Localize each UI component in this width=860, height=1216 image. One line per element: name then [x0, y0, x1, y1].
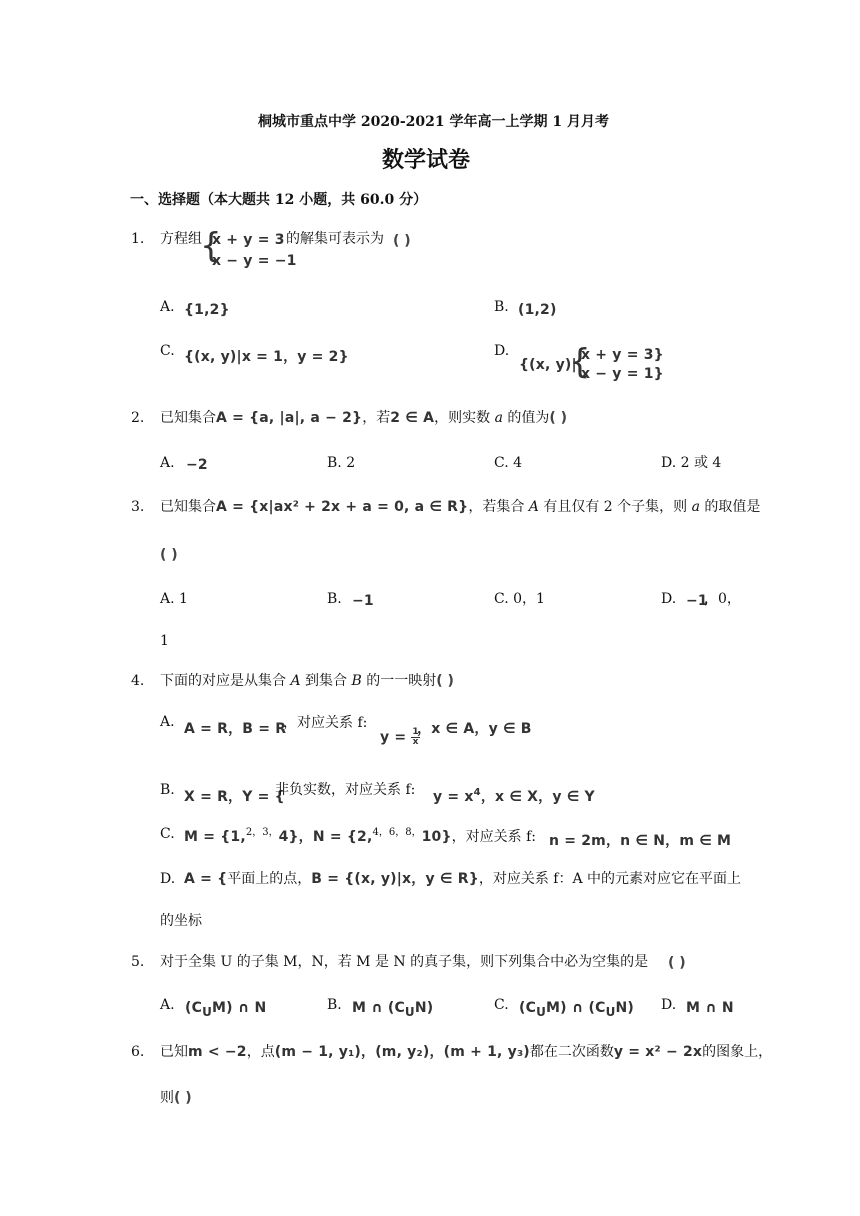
stem-text: 则 [160, 1090, 174, 1106]
stem-text: 到集合 [300, 673, 352, 689]
option-letter: B. [494, 299, 509, 315]
stem-text: 都在二次函数 [529, 1044, 614, 1060]
option-c: C. 4 [494, 455, 523, 471]
left-brace: { [569, 342, 591, 382]
question-stem [160, 498, 760, 516]
formula-lhs: y = [380, 729, 412, 746]
option-d-wrap: 的坐标 [160, 913, 202, 929]
option-c-expression [184, 828, 536, 848]
answer-paren: ( ) [668, 955, 686, 971]
stem-text: 已知集合 [160, 410, 216, 426]
question-number: 4. [131, 673, 145, 689]
option-b-math: −1 [352, 593, 374, 609]
stem-text: 有且仅有 2 个子集，则 [538, 499, 692, 515]
option-a-math: {1,2} [184, 302, 230, 318]
subscript: U [536, 1004, 547, 1019]
option-c-math [519, 1000, 634, 1019]
stem-text: 下面的对应是从集合 [160, 673, 291, 689]
option-d-tail: ，0， [704, 591, 741, 607]
option-b: B. 2 [327, 455, 356, 471]
question-stem [160, 1043, 772, 1061]
option-b-math: (1,2) [518, 302, 557, 318]
option-c-text: ，对应关系 f: [451, 829, 537, 845]
question-stem: 方程组 [160, 231, 202, 247]
variable: a [691, 499, 700, 515]
equation-system-line: x − y = 1} [581, 366, 664, 382]
stem-text: 已知 [160, 1044, 188, 1060]
question-stem: 对于全集 U 的子集 M，N，若 M 是 N 的真子集，则下列集合中必为空集的是 [160, 954, 649, 970]
stem-text: 的图象上， [702, 1044, 773, 1060]
option-d-text: ，对应关系 f：A 中的元素对应它在平面上 [478, 871, 742, 887]
option-c-formula: n = 2m，n ∈ N，m ∈ M [549, 833, 732, 849]
left-brace: { [200, 226, 222, 266]
option-d-expression [184, 870, 741, 888]
question-stem [160, 409, 567, 427]
set-expression: A = {a, |a|, a − 2} [216, 410, 363, 426]
fraction-numerator: 1 [412, 727, 419, 737]
option-a-formula [380, 728, 420, 747]
option-letter: B. [327, 997, 342, 1013]
equation-system-line: x + y = 3 [212, 232, 285, 248]
subscript: U [605, 1004, 616, 1019]
subscript: U [202, 1004, 213, 1019]
formula-base: y = x [433, 789, 474, 805]
option-d-text: 平面上的点， [227, 871, 312, 887]
exam-subject-title: 数学试卷 [382, 147, 471, 173]
option-letter: A. [160, 455, 175, 471]
option-a-tail: ，x ∈ A，y ∈ B [417, 721, 532, 737]
inequality-expression: m < −2 [188, 1044, 247, 1060]
set-expression: A = {x|ax² + 2x + a = 0, a ∈ R} [216, 499, 469, 515]
subscript: U [404, 1004, 415, 1019]
variable: a [494, 410, 503, 426]
math-part: M) ∩ (C [546, 1000, 606, 1016]
option-d: D. 2 或 4 [661, 455, 722, 471]
variable: B [351, 673, 362, 689]
equation-system-line: x − y = −1 [212, 253, 297, 269]
option-letter: B. [160, 782, 175, 798]
math-part: (C [185, 1000, 203, 1016]
option-b-math: X = R，Y = { [184, 789, 285, 805]
option-letter: D. [494, 343, 510, 359]
option-letter: C. [160, 343, 175, 359]
stem-text: ，点 [246, 1044, 275, 1060]
question-stem-wrap [160, 1089, 192, 1107]
question-stem [160, 672, 454, 690]
set-expression: 10} [421, 829, 452, 845]
stem-text: 的值为 [502, 410, 550, 426]
set-expression: B = {(x, y)|x，y ∈ R} [311, 871, 479, 887]
variable: A [290, 673, 301, 689]
question-stem-tail: 的解集可表示为 [286, 231, 384, 247]
membership-expression: 2 ∈ A [390, 410, 435, 426]
option-d-math: {(x, y)| [519, 357, 577, 373]
exponent: 4 [473, 787, 481, 798]
points-expression: (m − 1, y₁)，(m, y₂)，(m + 1, y₃) [274, 1044, 530, 1060]
stem-text: 的一一映射 [361, 673, 437, 689]
set-expression: M = {1, [184, 829, 246, 845]
question-number: 3. [131, 499, 145, 515]
answer-paren: ( ) [174, 1090, 192, 1106]
stem-text: ，若集合 [468, 499, 529, 515]
function-expression: y = x² − 2x [613, 1044, 703, 1060]
fraction-denominator: x [412, 737, 419, 747]
stem-text: ，则实数 [434, 410, 495, 426]
option-a-math [185, 1000, 266, 1019]
set-elements: 2，3， [245, 827, 279, 838]
math-part: M ∩ (C [352, 1000, 405, 1016]
option-b-math [352, 1000, 433, 1019]
option-letter: B. [327, 591, 342, 607]
option-d-wrap: 1 [160, 633, 169, 649]
option-a-math: −2 [186, 457, 208, 473]
option-letter: C. [160, 826, 175, 842]
stem-text: 的取值是 [699, 499, 761, 515]
answer-paren: ( ) [436, 673, 454, 689]
set-expression: 4}，N = {2, [278, 829, 373, 845]
stem-text: ，若 [362, 410, 391, 426]
math-part: M) ∩ N [212, 1000, 267, 1016]
option-letter: D. [160, 871, 176, 887]
option-letter: D. [661, 997, 677, 1013]
math-part: (C [519, 1000, 537, 1016]
exam-school-title: 桐城市重点中学 2020-2021 学年高一上学期 1 月月考 [258, 114, 609, 130]
option-b-text: 非负实数，对应关系 f: [275, 782, 416, 798]
option-c-math: {(x, y)|x = 1，y = 2} [184, 349, 349, 365]
question-number: 2. [131, 410, 145, 426]
option-letter: C. [494, 997, 509, 1013]
question-number: 1. [131, 231, 145, 247]
section-heading: 一、选择题（本大题共 12 小题，共 60.0 分） [130, 192, 428, 208]
question-number: 5. [131, 954, 145, 970]
option-letter: A. [160, 714, 175, 730]
stem-text: 已知集合 [160, 499, 216, 515]
set-expression: A = { [184, 871, 228, 887]
equation-system-line: x + y = 3} [581, 347, 664, 363]
option-c: C. 0，1 [494, 591, 545, 607]
option-a-text: ，对应关系 f: [283, 715, 368, 731]
math-part: N) [615, 1000, 635, 1016]
option-letter: D. [661, 591, 677, 607]
option-d-math: −1 [686, 593, 708, 609]
option-letter: A. [160, 997, 175, 1013]
option-a-math: A = R，B = R [184, 721, 287, 737]
answer-paren: ( ) [393, 233, 411, 249]
math-part: N) [414, 1000, 434, 1016]
option-b-formula [433, 786, 595, 806]
option-d-math: M ∩ N [686, 1000, 734, 1016]
option-a: A. 1 [160, 591, 188, 607]
question-number: 6. [131, 1044, 145, 1060]
option-letter: A. [160, 299, 175, 315]
answer-paren: ( ) [549, 410, 568, 426]
formula-tail: ，x ∈ X，y ∈ Y [480, 789, 595, 805]
answer-paren: ( ) [160, 547, 178, 563]
set-elements: 4，6，8， [372, 827, 422, 838]
variable: A [528, 499, 539, 515]
